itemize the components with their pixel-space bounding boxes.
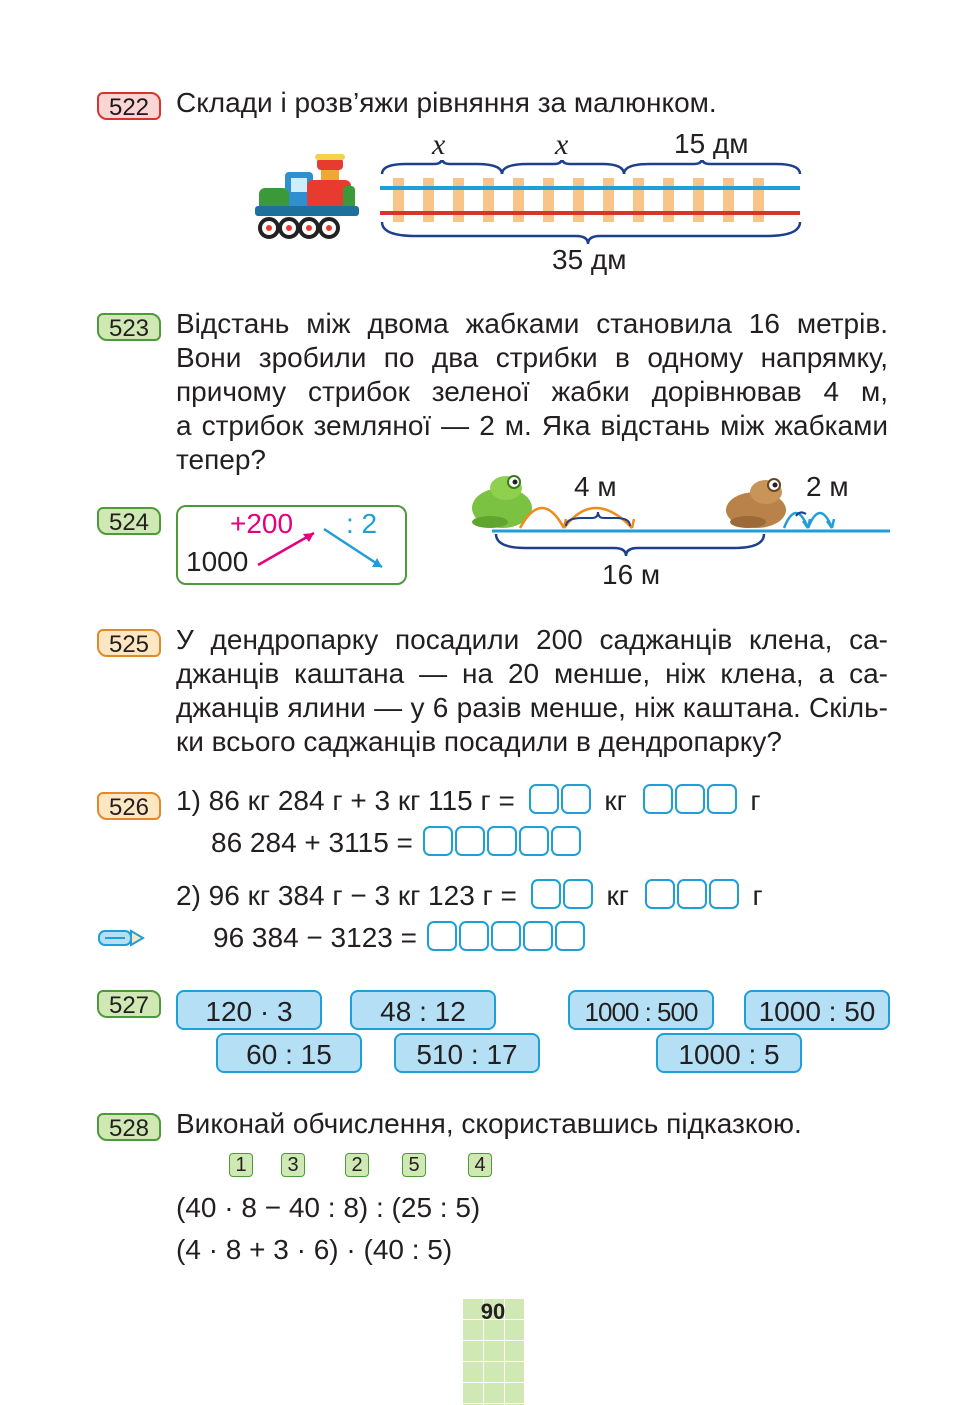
exercise-number-522: 522 [97, 92, 161, 120]
answer-cell[interactable] [561, 784, 591, 814]
expression-text: 86 284 + 3115 = [211, 827, 413, 858]
exercise-522-text: Склади і розв’яжи рівняння за малюнком. [176, 87, 717, 118]
order-hint: 3 [281, 1153, 305, 1177]
brown-frog-icon [726, 479, 786, 528]
order-hint: 5 [402, 1153, 426, 1177]
expression-card[interactable]: 510 : 17 [394, 1033, 540, 1073]
unit-kg: кг [606, 880, 629, 911]
text-line: джанців каштана — на 20 менше, ніж клена, а са- [176, 658, 888, 689]
chain-op1: +200 [230, 508, 294, 539]
expression-text: 96 384 − 3123 = [213, 922, 417, 953]
order-hint: 2 [345, 1153, 369, 1177]
distance-label: 16 м [602, 559, 661, 590]
exercise-528-text: Виконай обчислення, скориставшись підказкою. [176, 1108, 802, 1139]
exercise-number-526: 526 [97, 792, 161, 820]
chain-start-value: 1000 [186, 546, 249, 577]
answer-g-cells[interactable] [643, 880, 739, 911]
expression-card[interactable]: 48 : 12 [350, 990, 496, 1030]
text-line: У дендропарку посадили 200 саджанців клена, са- [176, 624, 888, 655]
text-line: Вони зробили по два стрибки в одному напрямку, [176, 342, 888, 373]
text-line: джанців ялини — у 6 разів менше, ніж каштана. Скіль- [176, 692, 888, 723]
jump-brown-label: 2 м [806, 471, 849, 502]
expression-text: 1) 86 кг 284 г + 3 кг 115 г = [176, 785, 515, 816]
order-hint: 1 [229, 1153, 253, 1177]
answer-cell[interactable] [423, 826, 453, 856]
exercise-526-line1 [176, 784, 761, 818]
answer-cell[interactable] [709, 879, 739, 909]
segment-x1-label: x [432, 128, 446, 161]
text-line: ки всього саджанців посадили в дендропарку? [176, 726, 782, 757]
chain-arrows [176, 505, 406, 585]
answer-cell[interactable] [643, 784, 673, 814]
answer-kg-cells[interactable] [527, 785, 591, 816]
answer-cell[interactable] [519, 826, 549, 856]
exercise-number-523: 523 [97, 313, 161, 341]
answer-kg-cells[interactable] [529, 880, 593, 911]
exercise-525-text [176, 623, 888, 759]
answer-cell[interactable] [555, 921, 585, 951]
answer-cell[interactable] [677, 879, 707, 909]
text-line: тепер? [176, 444, 266, 475]
exercise-523-text [176, 307, 888, 477]
answer-cell[interactable] [523, 921, 553, 951]
exercise-526-line4 [213, 921, 585, 955]
unit-kg: кг [604, 785, 627, 816]
expression-1: (40 · 8 − 40 : 8) : (25 : 5) [176, 1192, 481, 1223]
answer-cells[interactable] [425, 922, 585, 953]
text-line: Відстань між двома жабками становила 16 метрів. [176, 308, 888, 339]
rails-diagram [376, 160, 806, 250]
expression-2: (4 · 8 + 3 · 6) · (40 : 5) [176, 1234, 453, 1265]
answer-cell[interactable] [675, 784, 705, 814]
train-illustration [255, 150, 365, 242]
answer-cell[interactable] [707, 784, 737, 814]
chain-op2: : 2 [346, 508, 378, 539]
answer-cell[interactable] [563, 879, 593, 909]
exercise-526-line2 [211, 826, 581, 860]
exercise-number-527: 527 [97, 990, 161, 1018]
answer-cell[interactable] [455, 826, 485, 856]
answer-g-cells[interactable] [641, 785, 737, 816]
expression-card[interactable]: 1000 : 50 [744, 990, 890, 1030]
text-line: а стрибок земляної — 2 м. Яка відстань між жабками [176, 410, 888, 441]
expression-card[interactable]: 1000 : 500 [568, 990, 714, 1030]
exercise-number-528: 528 [97, 1113, 161, 1141]
answer-cell[interactable] [531, 879, 561, 909]
page-number: 90 [480, 1299, 506, 1324]
answer-cell[interactable] [427, 921, 457, 951]
expression-card[interactable]: 120 · 3 [176, 990, 322, 1030]
unit-g: г [752, 880, 763, 911]
green-frog-icon [472, 476, 532, 528]
answer-cell[interactable] [529, 784, 559, 814]
pencil-icon [97, 928, 145, 948]
total-35dm-label: 35 дм [552, 244, 627, 275]
expression-card[interactable]: 60 : 15 [216, 1033, 362, 1073]
text-line: причому стрибок зеленої жабки дорівнював 4 м, [176, 376, 888, 407]
expression-card[interactable]: 1000 : 5 [656, 1033, 802, 1073]
segment-x2-label: x [555, 128, 569, 161]
segment-15dm-label: 15 дм [674, 128, 749, 159]
answer-cell[interactable] [491, 921, 521, 951]
unit-g: г [750, 785, 761, 816]
exercise-number-525: 525 [97, 629, 161, 657]
answer-cell[interactable] [551, 826, 581, 856]
answer-cell[interactable] [459, 921, 489, 951]
answer-cell[interactable] [487, 826, 517, 856]
answer-cell[interactable] [645, 879, 675, 909]
expression-text: 2) 96 кг 384 г − 3 кг 123 г = [176, 880, 517, 911]
jump-green-label: 4 м [574, 471, 617, 502]
exercise-number-524: 524 [97, 507, 161, 535]
answer-cells[interactable] [421, 827, 581, 858]
order-hint: 4 [468, 1153, 492, 1177]
exercise-526-line3 [176, 879, 763, 913]
